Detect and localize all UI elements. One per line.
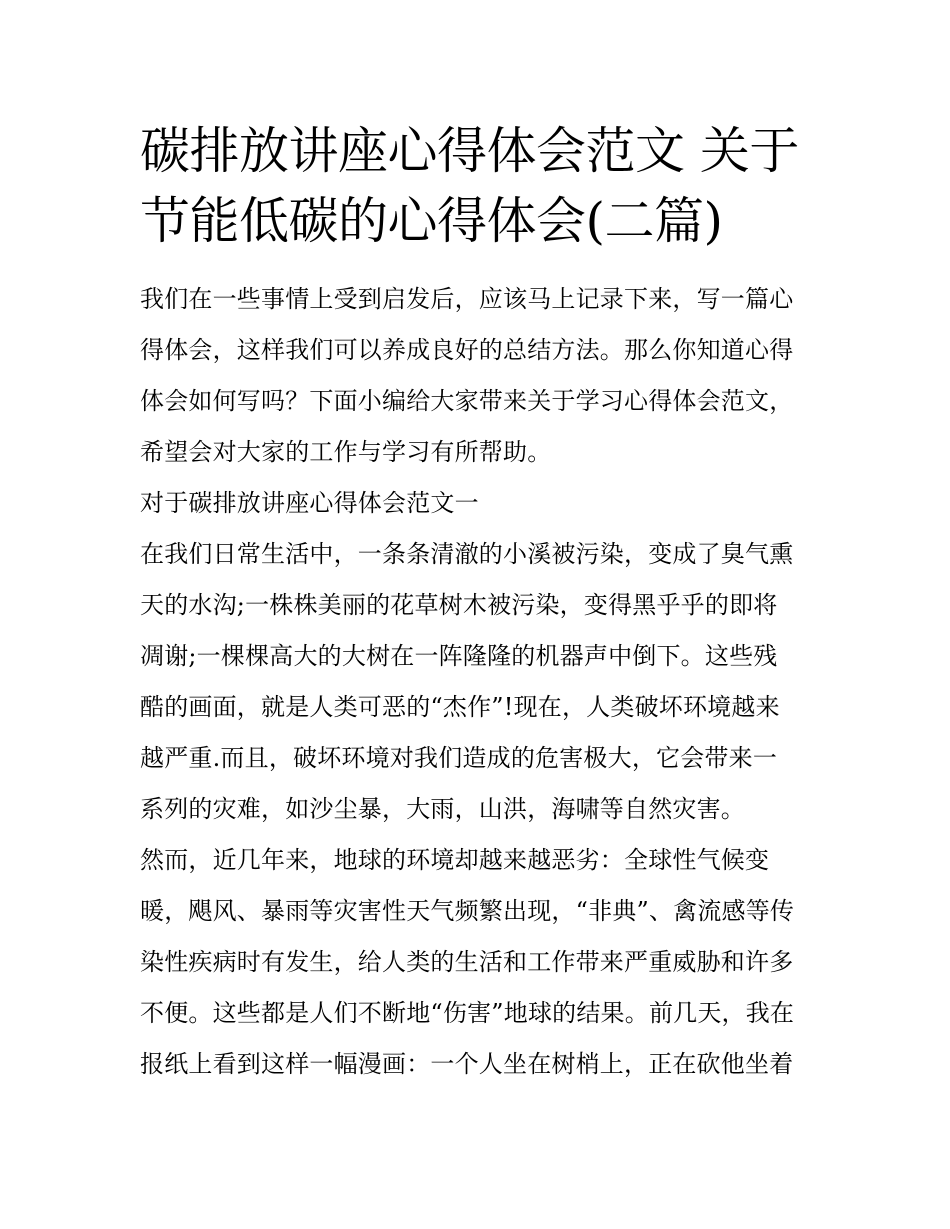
body-line: 染性疾病时有发生，给人类的生活和工作带来严重威胁和许多 (140, 948, 794, 976)
section-heading: 对于碳排放讲座心得体会范文一 (140, 489, 479, 517)
body-line: 体会如何写吗？下面小编给大家带来关于学习心得体会范文， (140, 387, 794, 415)
body-line: 在我们日常生活中，一条条清澈的小溪被污染，变成了臭气熏 (140, 540, 794, 568)
title-line-2: 节能低碳的心得体会(二篇) (140, 192, 723, 250)
document-title (140, 116, 820, 256)
body-line: 酷的画面，就是人类可恶的“杰作”!现在，人类破坏环境越来 (140, 693, 780, 721)
body-line: 希望会对大家的工作与学习有所帮助。 (140, 438, 552, 466)
body-line: 我们在一些事情上受到启发后，应该马上记录下来，写一篇心 (140, 285, 794, 313)
body-line: 天的水沟;一株株美丽的花草树木被污染，变得黑乎乎的即将 (140, 591, 778, 619)
body-line: 暖，飓风、暴雨等灾害性天气频繁出现，“非典”、禽流感等传 (140, 897, 795, 925)
body-line: 越严重.而且，破坏环境对我们造成的危害极大，它会带来一 (140, 744, 778, 772)
body-line: 得体会，这样我们可以养成良好的总结方法。那么你知道心得 (140, 336, 794, 364)
body-line: 报纸上看到这样一幅漫画：一个人坐在树梢上，正在砍他坐着 (140, 1050, 794, 1078)
body-line: 凋谢;一棵棵高大的大树在一阵隆隆的机器声中倒下。这些残 (140, 642, 778, 670)
body-line: 不便。这些都是人们不断地“伤害”地球的结果。前几天，我在 (140, 999, 795, 1027)
body-line: 系列的灾难，如沙尘暴，大雨，山洪，海啸等自然灾害。 (140, 795, 745, 823)
body-line: 然而，近几年来，地球的环境却越来越恶劣：全球性气候变 (140, 846, 770, 874)
title-line-1: 碳排放讲座心得体会范文 关于 (140, 122, 799, 180)
